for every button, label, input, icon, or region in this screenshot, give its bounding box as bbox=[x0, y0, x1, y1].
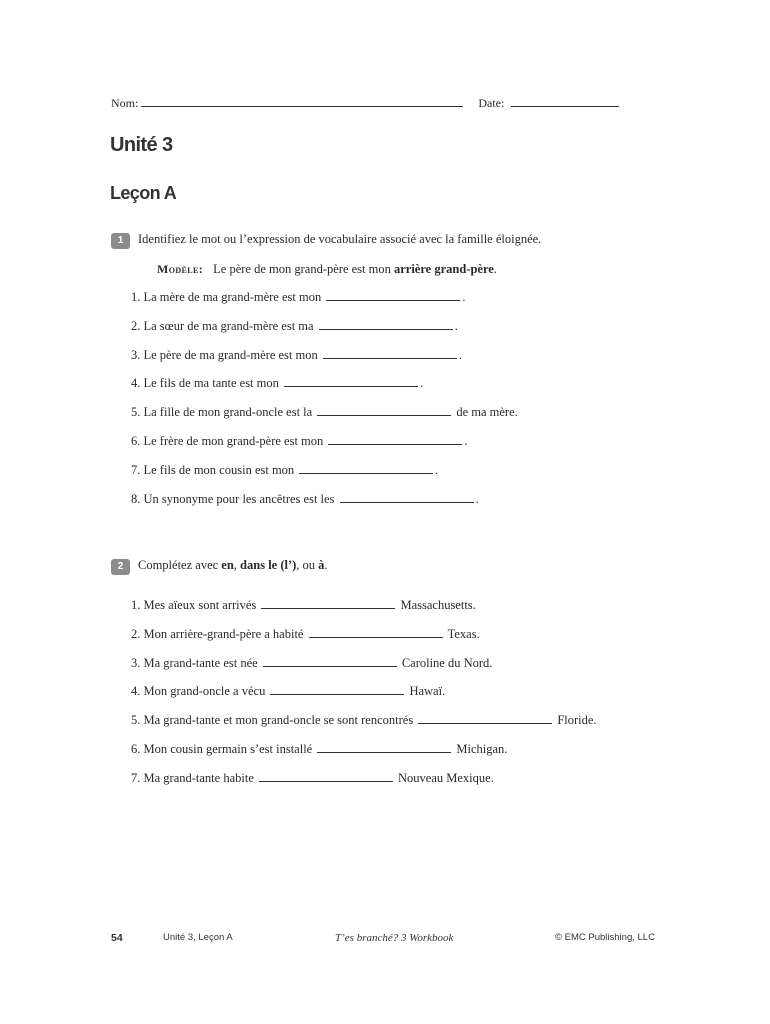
item-number: 4. bbox=[131, 376, 141, 391]
footer-copyright: © EMC Publishing, LLC bbox=[555, 932, 655, 943]
answer-blank[interactable] bbox=[270, 684, 404, 695]
lesson-title: Leçon A bbox=[110, 183, 177, 203]
footer-book-title: T’es branché? 3 Workbook bbox=[335, 932, 454, 944]
item-text: La sœur de ma grand-mère est ma bbox=[143, 318, 314, 333]
item-end: . bbox=[475, 491, 479, 506]
exercise-number-badge: 1 bbox=[111, 233, 130, 249]
item-end: Floride. bbox=[557, 713, 597, 728]
exercise-item bbox=[131, 434, 468, 449]
instruction-bold: dans le (l’) bbox=[240, 558, 297, 572]
item-number: 2. bbox=[131, 318, 141, 333]
item-text: Mes aïeux sont arrivés bbox=[143, 598, 257, 612]
exercise-item bbox=[131, 405, 518, 420]
item-number: 7. bbox=[131, 770, 141, 785]
item-end: . bbox=[462, 290, 466, 304]
item-end: Massachusetts. bbox=[400, 598, 476, 612]
exercise-item bbox=[131, 713, 597, 728]
instruction-bold: en bbox=[221, 558, 234, 572]
instruction-text: , ou bbox=[296, 558, 319, 572]
item-text: Ma grand-tante habite bbox=[143, 770, 254, 785]
date-label: Date: bbox=[478, 96, 505, 110]
answer-blank[interactable] bbox=[323, 348, 457, 359]
item-end: de ma mère. bbox=[456, 405, 518, 420]
model-answer: arrière grand-père bbox=[393, 262, 494, 276]
item-end: . bbox=[454, 318, 458, 333]
answer-blank[interactable] bbox=[418, 713, 552, 724]
item-text: La mère de ma grand-mère est mon bbox=[143, 290, 322, 304]
item-number: 4. bbox=[131, 684, 141, 699]
item-end: Nouveau Mexique. bbox=[398, 770, 494, 785]
model-label: Modèle: bbox=[157, 262, 204, 276]
exercise-item bbox=[131, 348, 462, 363]
instruction-text: Complétez avec bbox=[138, 558, 222, 572]
item-text: Mon arrière-grand-père a habité bbox=[143, 626, 304, 641]
exercise-item bbox=[131, 492, 479, 507]
item-text: Mon grand-oncle a vécu bbox=[143, 684, 266, 699]
exercise-1-instruction bbox=[111, 232, 541, 249]
item-end: . bbox=[435, 462, 439, 477]
item-end: . bbox=[420, 376, 424, 391]
footer-section: Unité 3, Leçon A bbox=[163, 932, 233, 943]
item-text: Le père de ma grand-mère est mon bbox=[143, 347, 318, 362]
model-text: Le père de mon grand-père est mon bbox=[213, 262, 394, 276]
answer-blank[interactable] bbox=[309, 627, 443, 638]
exercise-item bbox=[131, 627, 480, 642]
item-end: Caroline du Nord. bbox=[401, 655, 493, 670]
answer-blank[interactable] bbox=[263, 656, 397, 667]
answer-blank[interactable] bbox=[259, 771, 393, 782]
item-text: Ma grand-tante est née bbox=[143, 655, 258, 670]
model-end: . bbox=[493, 262, 497, 276]
item-number: 7. bbox=[131, 462, 141, 477]
item-number: 1. bbox=[131, 598, 141, 612]
exercise-item bbox=[131, 463, 438, 478]
item-end: . bbox=[464, 434, 468, 448]
exercise-item bbox=[131, 656, 492, 671]
answer-blank[interactable] bbox=[317, 742, 451, 753]
item-text: Ma grand-tante et mon grand-oncle se sont rencontrés bbox=[143, 713, 414, 728]
exercise-item bbox=[131, 742, 507, 757]
item-number: 3. bbox=[131, 347, 141, 362]
item-text: Un synonyme pour les ancêtres est les bbox=[143, 491, 335, 506]
item-number: 3. bbox=[131, 655, 141, 670]
instruction-text: Identifiez le mot ou l’expression de vocabulaire associé avec la famille éloignée. bbox=[138, 232, 542, 246]
unit-title: Unité 3 bbox=[110, 134, 173, 156]
name-blank[interactable] bbox=[141, 96, 463, 107]
exercise-item bbox=[131, 598, 476, 613]
name-label: Nom: bbox=[111, 96, 139, 110]
exercise-item bbox=[131, 771, 494, 786]
item-number: 8. bbox=[131, 491, 141, 506]
model-example bbox=[157, 262, 497, 277]
exercise-item bbox=[131, 684, 445, 699]
name-date-header bbox=[111, 96, 619, 111]
item-number: 2. bbox=[131, 626, 141, 641]
item-end: Texas. bbox=[447, 626, 480, 641]
answer-blank[interactable] bbox=[317, 405, 451, 416]
item-text: Le frère de mon grand-père est mon bbox=[143, 434, 324, 448]
item-text: Le fils de ma tante est mon bbox=[143, 376, 279, 391]
item-number: 6. bbox=[131, 434, 141, 448]
item-text: La fille de mon grand-oncle est la bbox=[143, 405, 313, 420]
item-number: 5. bbox=[131, 405, 141, 420]
item-number: 5. bbox=[131, 713, 141, 728]
exercise-2-instruction bbox=[111, 558, 328, 575]
item-number: 1. bbox=[131, 290, 141, 304]
item-end: . bbox=[458, 347, 462, 362]
instruction-text: , bbox=[233, 558, 241, 572]
exercise-item bbox=[131, 376, 423, 391]
exercise-item bbox=[131, 290, 465, 305]
item-number: 6. bbox=[131, 742, 141, 756]
answer-blank[interactable] bbox=[284, 376, 418, 387]
answer-blank[interactable] bbox=[328, 434, 462, 445]
item-end: Hawaï. bbox=[409, 684, 446, 699]
item-text: Mon cousin germain s’est installé bbox=[143, 742, 313, 756]
answer-blank[interactable] bbox=[326, 290, 460, 301]
answer-blank[interactable] bbox=[299, 463, 433, 474]
date-blank[interactable] bbox=[511, 96, 619, 107]
exercise-number-badge: 2 bbox=[111, 559, 130, 575]
answer-blank[interactable] bbox=[319, 319, 453, 330]
exercise-item bbox=[131, 319, 458, 334]
answer-blank[interactable] bbox=[340, 492, 474, 503]
answer-blank[interactable] bbox=[261, 598, 395, 609]
item-end: Michigan. bbox=[456, 742, 508, 756]
item-text: Le fils de mon cousin est mon bbox=[143, 462, 295, 477]
instruction-bold: à bbox=[318, 558, 325, 572]
instruction-text: . bbox=[324, 558, 328, 572]
page-number: 54 bbox=[111, 932, 123, 944]
